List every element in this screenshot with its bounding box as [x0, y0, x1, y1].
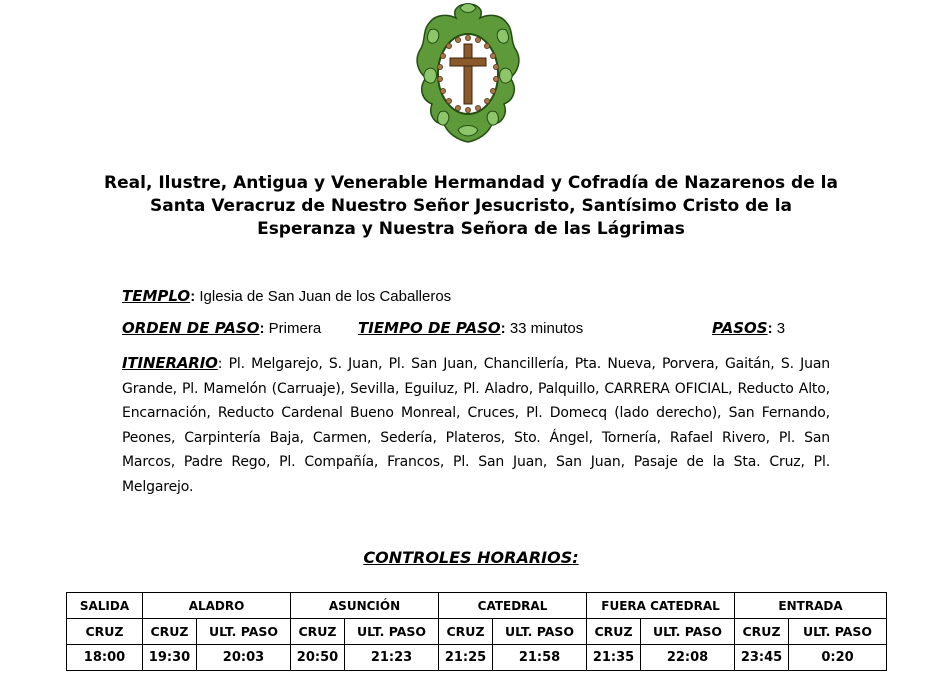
tiempo-label: TIEMPO DE PASO	[358, 319, 501, 337]
time-cell: 21:35	[587, 645, 641, 671]
time-cell: 21:25	[439, 645, 493, 671]
subheader-cell: CRUZ	[143, 619, 197, 645]
group-header: ASUNCIÓN	[291, 593, 439, 619]
time-cell: 18:00	[67, 645, 143, 671]
subheader-cell: ULT. PASO	[789, 619, 887, 645]
pasos-field: PASOS: 3	[712, 319, 786, 337]
time-cell: 22:08	[641, 645, 735, 671]
subheader-cell: CRUZ	[291, 619, 345, 645]
time-cell: 20:03	[197, 645, 291, 671]
subheader-cell: ULT. PASO	[641, 619, 735, 645]
time-cell: 20:50	[291, 645, 345, 671]
time-cell: 19:30	[143, 645, 197, 671]
tiempo-field: TIEMPO DE PASO: 33 minutos	[358, 319, 584, 337]
itinerario-field: ITINERARIO: Pl. Melgarejo, S. Juan, Pl. San Juan, Chancillería, Pta. Nueva, Porvera, Gaitán, S. Juan Grande, Pl. Mamelón (Carruaje), Sevilla, Eguiluz, Pl. Aladro, Palquillo, CARRERA OFICIAL, Reducto Alto, Encarnación, Reducto Cardenal Bueno Monreal, Cruces, Pl. Domecq (lado derecho), San Fernando, Peones, Carpintería Baja, Carmen, Sedería, Plateros, Sto. Ángel, Tornería, Rafael Rivero, Pl. San Marcos, Padre Rego, Pl. Compañía, Francos, Pl. San Juan, San Juan, Pasaje de la Sta. Cruz, Pl. Melgarejo.	[122, 354, 830, 495]
brotherhood-crest-icon	[412, 0, 524, 146]
controles-title: CONTROLES HORARIOS	[363, 548, 573, 567]
pasos-value: 3	[772, 320, 786, 337]
schedule-table	[66, 592, 887, 671]
orden-label: ORDEN DE PASO	[122, 319, 260, 337]
subheader-cell: ULT. PASO	[345, 619, 439, 645]
itinerario-label: ITINERARIO	[122, 354, 218, 372]
table-header-row	[67, 593, 887, 619]
pasos-label: PASOS	[712, 319, 768, 337]
subheader-cell: CRUZ	[439, 619, 493, 645]
tiempo-value: 33 minutos	[505, 320, 584, 337]
orden-field: ORDEN DE PASO: Primera	[122, 319, 322, 337]
table-subheader-row	[67, 619, 887, 645]
subheader-cell: CRUZ	[67, 619, 143, 645]
title-line-3: Esperanza y Nuestra Señora de las Lágrimas	[257, 219, 685, 239]
group-header: FUERA CATEDRAL	[587, 593, 735, 619]
templo-label: TEMPLO	[122, 287, 191, 305]
itinerario-value: Pl. Melgarejo, S. Juan, Pl. San Juan, Chancillería, Pta. Nueva, Porvera, Gaitán, S. Juan Grande, Pl. Mamelón (Carruaje), Sevilla, Eguiluz, Pl. Aladro, Palquillo, CARRERA OFICIAL, Reducto Alto, Encarnación, Reducto Cardenal Bueno Monreal, Cruces, Pl. Domecq (lado derecho), San Fernando, Peones, Carpintería Baja, Carmen, Sedería, Plateros, Sto. Ángel, Tornería, Rafael Rivero, Pl. San Marcos, Padre Rego, Pl. Compañía, Francos, Pl. San Juan, San Juan, Pasaje de la Sta. Cruz, Pl. Melgarejo.	[122, 356, 830, 495]
time-cell: 23:45	[735, 645, 789, 671]
orden-value: Primera	[264, 320, 322, 337]
title-line-1: Real, Ilustre, Antigua y Venerable Hermandad y Cofradía de Nazarenos de la	[104, 173, 838, 193]
group-header: ENTRADA	[735, 593, 887, 619]
subheader-cell: CRUZ	[587, 619, 641, 645]
subheader-cell: CRUZ	[735, 619, 789, 645]
controles-horarios-heading	[0, 548, 942, 567]
subheader-cell: ULT. PASO	[197, 619, 291, 645]
table-times-row	[67, 645, 887, 671]
time-cell: 21:58	[493, 645, 587, 671]
brotherhood-title	[100, 172, 842, 241]
title-line-2: Santa Veracruz de Nuestro Señor Jesucristo, Santísimo Cristo de la	[149, 196, 793, 216]
group-header: CATEDRAL	[439, 593, 587, 619]
group-header: ALADRO	[143, 593, 291, 619]
time-cell: 0:20	[789, 645, 887, 671]
group-header: SALIDA	[67, 593, 143, 619]
controles-suffix: :	[572, 548, 579, 567]
subheader-cell: ULT. PASO	[493, 619, 587, 645]
time-cell: 21:23	[345, 645, 439, 671]
templo-field: TEMPLO: Iglesia de San Juan de los Caballeros	[122, 287, 452, 305]
templo-value: Iglesia de San Juan de los Caballeros	[195, 288, 452, 305]
